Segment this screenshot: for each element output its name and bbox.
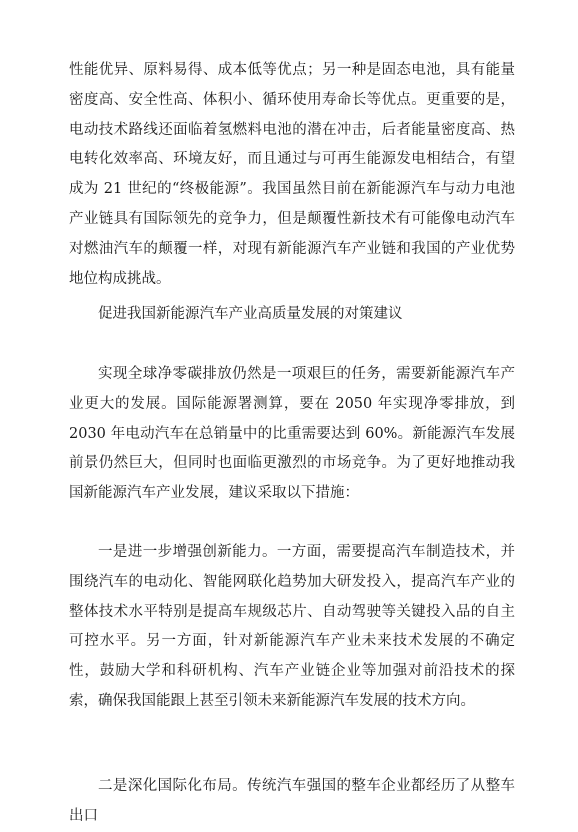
paragraph-solid-state-battery: 性能优异、原料易得、成本低等优点；另一种是固态电池，具有能量密度高、安全性高、体积小、循环使用寿命长等优点。更重要的是，电动技术路线还面临着氢燃料电池的潜在冲击，后者能量密度高、热电转化效率高、环境友好，而且通过与可再生能源发电相结合，有望成为 21 世纪的“终极能源”。我国虽然目前在新能源汽车与动力电池产业链具有国际领先的竞争力，但是颠覆性新技术有可能像电动汽车对燃油汽车的颠覆一样，对现有新能源汽车产业链和我国的产业优势地位构成挑战。 bbox=[69, 62, 515, 287]
section-heading: 促进我国新能源汽车产业高质量发展的对策建议 bbox=[98, 306, 403, 322]
paragraph-internationalization: 二是深化国际化布局。传统汽车强国的整车企业都经历了从整车出口 bbox=[69, 778, 515, 824]
paragraph-net-zero: 实现全球净零碳排放仍然是一项艰巨的任务，需要新能源汽车产业更大的发展。国际能源署测算，要在 2050 年实现净零排放，到 2030 年电动汽车在总销量中的比重需要达到 60%。新能源汽车发展前景仍然巨大，但同时也面临更激烈的市场竞争。为了更好地推动我国新能源汽车产业发展，建议采取以下措施： bbox=[69, 366, 515, 502]
paragraph-innovation: 一是进一步增强创新能力。一方面，需要提高汽车制造技术，并围绕汽车的电动化、智能网联化趋势加大研发投入，提高汽车产业的整体技术水平特别是提高车规级芯片、自动驾驶等关键投入品的自主可控水平。另一方面，针对新能源汽车产业未来技术发展的不确定性，鼓励大学和科研机构、汽车产业链企业等加强对前沿技术的探索，确保我国能跟上甚至引领未来新能源汽车发展的技术方向。 bbox=[69, 544, 515, 709]
